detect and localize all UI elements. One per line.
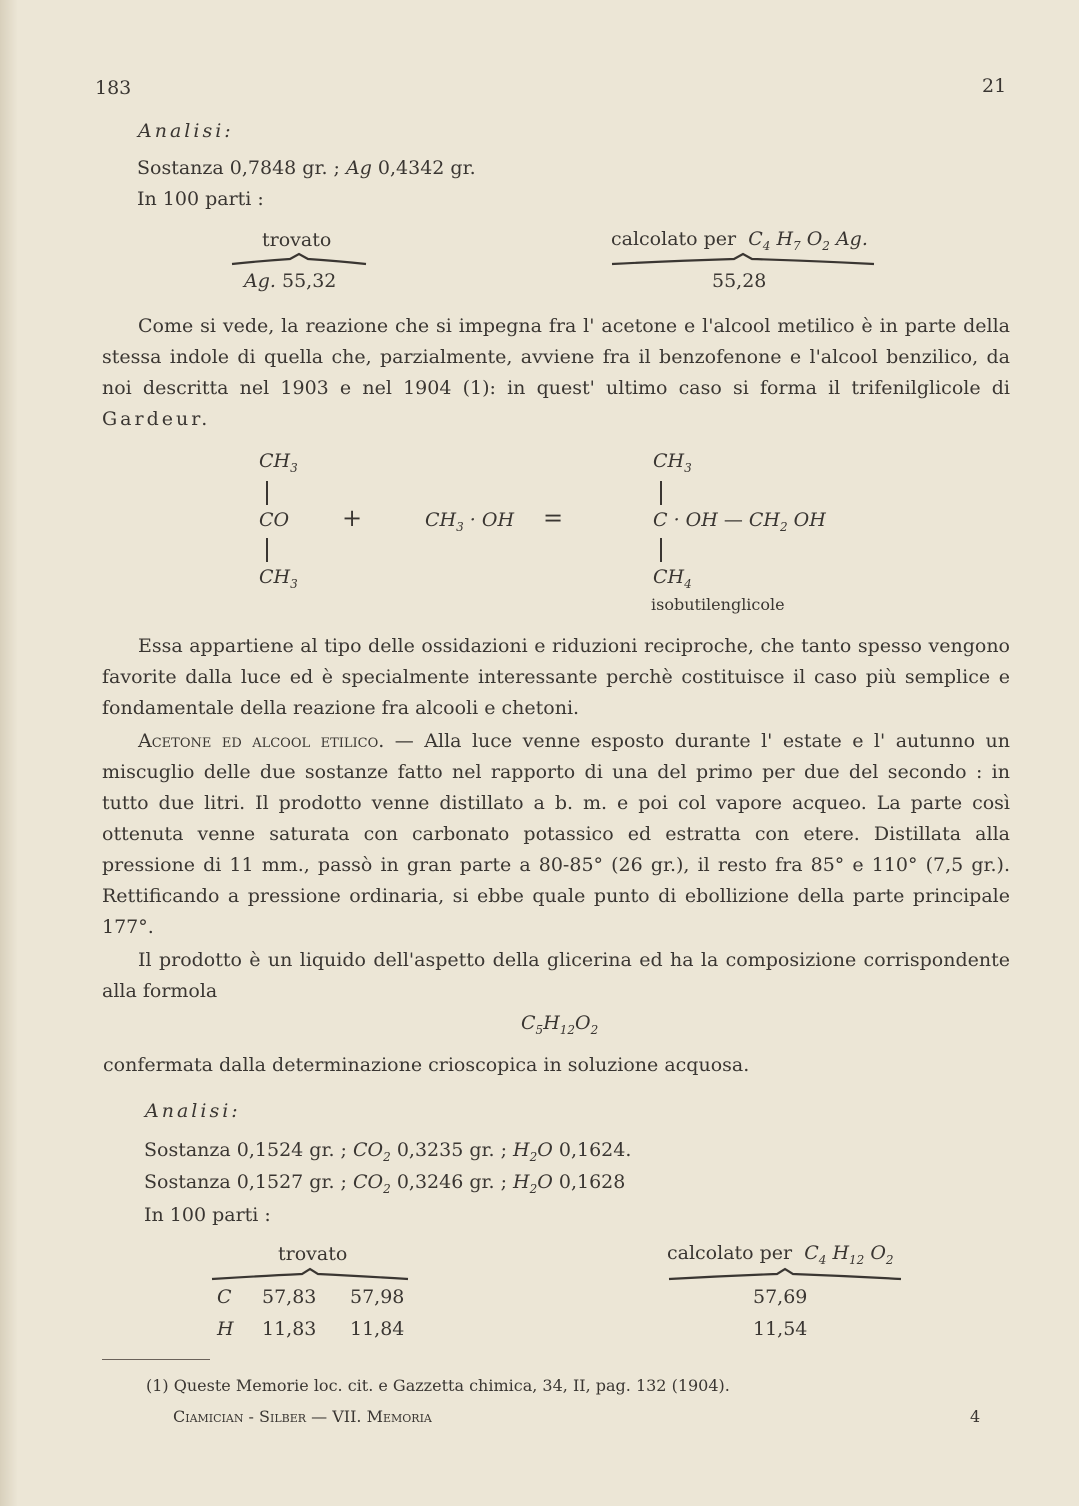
- footer-title: Ciamician - Silber — VII. Memoria: [173, 1407, 432, 1426]
- paragraph-ethanol: Acetone ed alcool etilico. — Alla luce venne esposto durante l' estate e l' autunno un miscuglio delle due sostanze fatto nel rapporto di una del primo per due del secondo : in tutto due litri. Il prodotto venne distillato a b. m. e poi col vapore acqueo. La parte così ottenuta venne saturata con carbonato potassico ed estratta con etere. Distillata alla pressione di 11 mm., passò in gran parte a 80-85° (26 gr.), il resto fra 85° e 110° (7,5 gr.). Rettificando a pressione ordinaria, si ebbe quale punto di ebollizione della parte principale 177°.: [102, 730, 1010, 938]
- analysis2-heading: Analisi:: [145, 1100, 241, 1122]
- footnote-rule: [102, 1359, 210, 1360]
- bond-line: [266, 481, 268, 505]
- analysis2-line-3: In 100 parti :: [144, 1204, 271, 1226]
- found-value: Ag. 55,32: [244, 270, 337, 292]
- ch3-top-right: $CH_3$: [653, 450, 692, 475]
- footnote: (1) Queste Memorie loc. cit. e Gazzetta chimica, 34, II, pag. 132 (1904).: [146, 1376, 730, 1395]
- calc2-label: calcolato per $C_4$ $H_{12}$ $O_2$: [667, 1242, 894, 1267]
- page-number-right: 21: [982, 75, 1007, 97]
- analysis-line-2: In 100 parti :: [137, 188, 264, 210]
- paragraph-cryoscopy: confermata dalla determinazione crioscopica in soluzione acquosa.: [103, 1054, 750, 1076]
- product-center: C · OH — $CH_2$ OH: [653, 509, 826, 534]
- found-label: trovato: [262, 229, 332, 251]
- found2-label: trovato: [278, 1243, 348, 1265]
- analysis-line-1: Sostanza 0,7848 gr. ; Ag 0,4342 gr.: [137, 157, 476, 179]
- ch4-bottom-right: $CH_4$: [653, 566, 692, 591]
- bond-line: [660, 481, 662, 505]
- table-row-c-element: C: [217, 1286, 232, 1308]
- paragraph-product: Il prodotto è un liquido dell'aspetto della glicerina ed ha la composizione corrispondente alla formola: [102, 949, 1010, 1002]
- bond-line: [660, 538, 662, 562]
- analysis2-line-2: Sostanza 0,1527 gr. ; $CO_2$ 0,3246 gr. ; $H_2O$ 0,1628: [144, 1171, 626, 1196]
- ch3-top-left: $CH_3$: [259, 450, 298, 475]
- analysis2-line-1: Sostanza 0,1524 gr. ; $CO_2$ 0,3235 gr. ; $H_2O$ 0,1624.: [144, 1139, 632, 1164]
- found2-brace: [210, 1267, 410, 1281]
- footer-page: 4: [970, 1407, 981, 1426]
- calc-label: calcolato per $C_4$ $H_7$ $O_2$ Ag.: [611, 228, 868, 253]
- ch3-bottom-left: $CH_3$: [259, 566, 298, 591]
- paragraph-reaction: Come si vede, la reazione che si impegna fra l' acetone e l'alcool metilico è in parte della stessa indole di quella che, parzialmente, avviene fra il benzofenone e l'alcool benzilico, da noi descritta nel 1903 e nel 1904 (1): in quest' ultimo caso si forma il trifenilglicole di Gardeur.: [102, 315, 1010, 430]
- analysis-heading: Analisi:: [138, 120, 234, 142]
- table-row-c-found-1: 57,83: [262, 1286, 317, 1308]
- calc2-brace: [667, 1267, 903, 1281]
- table-row-h-found-1: 11,83: [262, 1318, 317, 1340]
- bond-line: [266, 538, 268, 562]
- table-row-h-calc: 11,54: [753, 1318, 808, 1340]
- table-row-h-found-2: 11,84: [350, 1318, 405, 1340]
- table-row-c-calc: 57,69: [753, 1286, 808, 1308]
- calc-value: 55,28: [712, 270, 767, 292]
- paragraph-oxidation: Essa appartiene al tipo delle ossidazioni e riduzioni reciproche, che tanto spesso vengono favorite dalla luce ed è specialmente interessante perchè costituisce il caso più semplice e fondamentale della reazione fra alcooli e chetoni.: [102, 635, 1010, 719]
- found-brace: [230, 252, 368, 266]
- calc-brace: [610, 252, 876, 266]
- table-row-c-found-2: 57,98: [350, 1286, 405, 1308]
- equals-sign: =: [543, 504, 564, 532]
- table-row-h-element: H: [217, 1318, 234, 1340]
- plus-sign: +: [342, 504, 363, 532]
- methanol: $CH_3$ · OH: [425, 509, 515, 534]
- product-name: isobutilenglicole: [651, 595, 785, 614]
- formula: $C_5H_{12}O_2$: [521, 1012, 599, 1037]
- page-shadow: [0, 0, 18, 1506]
- page-number-left: 183: [95, 77, 132, 99]
- co-group: CO: [259, 509, 290, 531]
